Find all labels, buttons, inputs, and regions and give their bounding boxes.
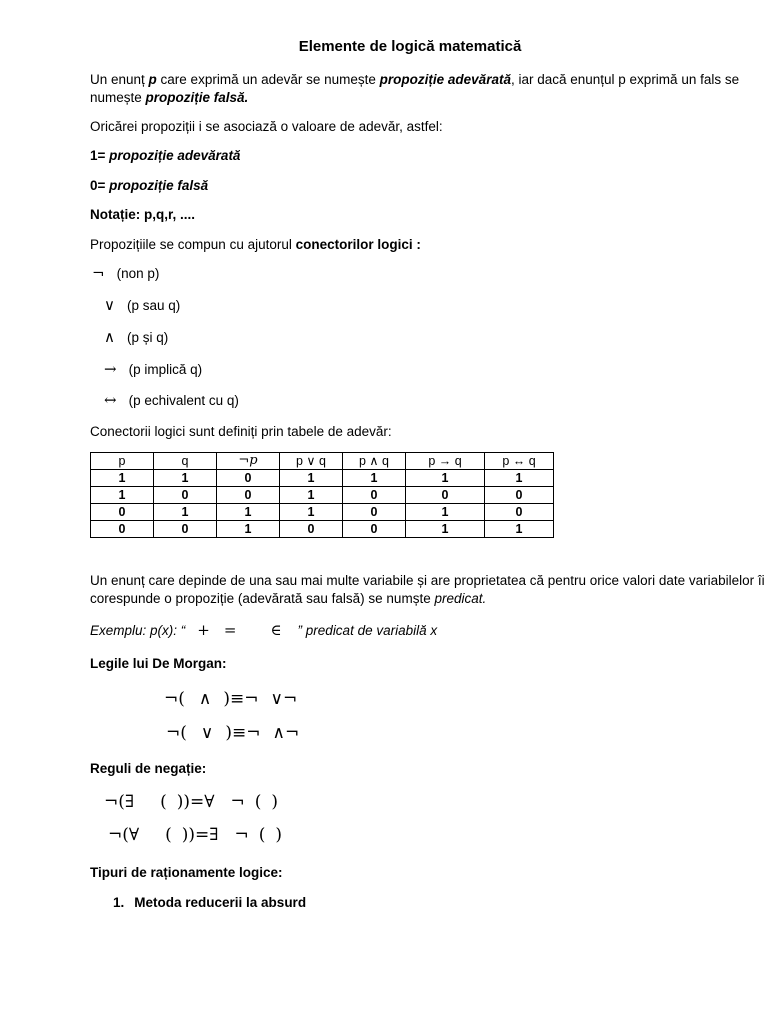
table-cell: 0 (280, 521, 343, 538)
value-label: propoziție adevărată (109, 148, 241, 163)
connectors-intro-text: Propozițiile se compun cu ajutorul (90, 237, 296, 252)
and-symbol: ∧ (104, 328, 115, 346)
table-cell: 0 (154, 521, 217, 538)
formula-part: ( (258, 825, 266, 845)
equiv-symbol: ≡ (229, 689, 245, 709)
formula-part: ) (225, 723, 232, 743)
and-symbol: ∧ (198, 689, 212, 709)
truth-tables-intro: Conectorii logici sunt definiți prin tabele de adevăr: (90, 424, 392, 439)
connector-equiv (104, 391, 239, 410)
formula-part: ¬( (166, 723, 187, 743)
formula-part: ) (271, 792, 279, 812)
not-symbol: ¬ (282, 689, 298, 709)
formula-part: ) (275, 825, 283, 845)
formula-part: ( (165, 825, 172, 845)
intro-p-variable: p (148, 72, 157, 87)
table-cell: 1 (91, 487, 154, 504)
connector-implies (104, 360, 202, 379)
truth-table-header-row (91, 453, 554, 470)
connector-and (104, 328, 168, 347)
table-cell: 0 (485, 504, 554, 521)
notation-line: Notație: p,q,r, .... (90, 207, 196, 222)
or-symbol: ∨ (200, 723, 214, 743)
plus-symbol: + (197, 621, 210, 639)
equals-symbol: = (195, 825, 210, 845)
table-cell: 1 (91, 470, 154, 487)
method-number: 1. (113, 895, 125, 910)
connectors-intro-term: conectorilor logici : (295, 237, 421, 252)
predicate-line-2 (90, 590, 486, 608)
header-cell: p ∨ q (280, 453, 343, 470)
negation-rule-1 (104, 793, 278, 811)
equals-symbol: = (190, 792, 205, 812)
connector-label: (p implică q) (128, 362, 203, 377)
example-text: Exemplu: p(x): “ (90, 623, 186, 638)
truth-table-row (91, 470, 554, 487)
value-number: 0= (90, 178, 110, 193)
table-cell: 1 (406, 521, 485, 538)
table-cell: 1 (406, 504, 485, 521)
formula-part: ¬(∃ (104, 792, 135, 812)
header-cell: p → q (406, 453, 485, 470)
table-cell: 0 (406, 487, 485, 504)
example-text: ” predicat de variabilă x (297, 623, 438, 638)
header-cell: p ↔ q (485, 453, 554, 470)
connector-label: (p și q) (126, 330, 169, 345)
truth-table-row (91, 487, 554, 504)
formula-part: ¬( (164, 689, 185, 709)
page-title: Elemente de logică matematică (298, 38, 522, 55)
method-item (113, 894, 306, 912)
header-cell: p (91, 453, 154, 470)
formula-part: ) (223, 689, 230, 709)
table-cell: 1 (406, 470, 485, 487)
de-morgan-law-1 (164, 690, 297, 708)
table-cell: 1 (217, 504, 280, 521)
header-cell: ¬p (217, 453, 280, 470)
value-true-line (90, 147, 240, 165)
not-symbol: ¬ (92, 264, 105, 282)
predicate-line-1: Un enunț care depinde de una sau mai multe variabile și are proprietatea că pentru orice valori date variabilelor îi (90, 573, 765, 588)
equals-symbol: = (223, 621, 237, 639)
term-false-proposition: propoziție falsă. (145, 90, 249, 105)
formula-part: ( (160, 792, 167, 812)
value-label: propoziție falsă (109, 178, 209, 193)
header-cell: q (154, 453, 217, 470)
predicate-text: corespunde o propoziție (adevărată sau falsă) se numște (90, 591, 435, 606)
connector-label: (p echivalent cu q) (128, 393, 239, 408)
table-cell: 0 (485, 487, 554, 504)
or-symbol: ∨ (270, 689, 283, 709)
formula-part: ¬(∀ (108, 825, 140, 845)
equiv-symbol: ↔ (104, 391, 117, 409)
table-cell: 1 (485, 521, 554, 538)
truth-table (90, 452, 554, 538)
table-cell: 1 (154, 470, 217, 487)
equiv-symbol: ≡ (231, 723, 247, 743)
and-symbol: ∧ (272, 723, 285, 743)
connector-not (92, 264, 159, 283)
formula-part: )) (181, 825, 196, 845)
intro-line-1 (90, 71, 739, 89)
connector-or (104, 296, 180, 315)
method-label: Metoda reducerii la absurd (134, 895, 307, 910)
element-of-symbol: ∈ (270, 621, 282, 639)
not-symbol: ¬ (230, 792, 245, 812)
term-predicate: predicat. (434, 591, 487, 606)
truth-table-row (91, 504, 554, 521)
forall-symbol: ∀ (204, 792, 215, 812)
value-number: 1= (90, 148, 110, 163)
intro-text: care exprimă un adevăr se numește (156, 72, 380, 87)
header-cell: p ∧ q (343, 453, 406, 470)
truth-table-row (91, 521, 554, 538)
table-cell: 1 (485, 470, 554, 487)
not-symbol: ¬ (234, 825, 249, 845)
formula-part: )) (176, 792, 191, 812)
negation-title: Reguli de negație: (90, 761, 207, 776)
or-symbol: ∨ (104, 296, 115, 314)
value-false-line (90, 177, 208, 195)
not-symbol: ¬ (284, 723, 300, 743)
implies-symbol: → (104, 360, 117, 378)
table-cell: 1 (217, 521, 280, 538)
de-morgan-title: Legile lui De Morgan: (90, 656, 227, 671)
formula-part: ( (254, 792, 262, 812)
reasoning-title: Tipuri de raționamente logice: (90, 865, 283, 880)
table-cell: 0 (154, 487, 217, 504)
table-cell: 1 (280, 487, 343, 504)
connector-label: (p sau q) (126, 298, 181, 313)
table-cell: 0 (343, 521, 406, 538)
table-cell: 0 (91, 504, 154, 521)
table-cell: 0 (343, 504, 406, 521)
intro-line-2 (90, 89, 248, 107)
term-true-proposition: propoziție adevărată (379, 72, 511, 87)
intro-text: , iar dacă enunțul p exprimă un fals se (510, 72, 740, 87)
example-line (90, 621, 437, 640)
table-cell: 1 (280, 470, 343, 487)
intro-text: Un enunț (90, 72, 149, 87)
de-morgan-law-2 (166, 724, 299, 742)
assoc-paragraph: Oricărei propoziții i se asociază o valoare de adevăr, astfel: (90, 119, 443, 134)
table-cell: 0 (91, 521, 154, 538)
connector-label: (non p) (116, 266, 160, 281)
table-cell: 1 (154, 504, 217, 521)
table-cell: 0 (217, 487, 280, 504)
connectors-intro (90, 236, 421, 254)
intro-text: numește (90, 90, 146, 105)
not-symbol: ¬ (246, 723, 261, 743)
table-cell: 0 (343, 487, 406, 504)
table-cell: 1 (280, 504, 343, 521)
exists-symbol: ∃ (209, 825, 219, 845)
negation-rule-2 (108, 826, 282, 844)
not-symbol: ¬ (244, 689, 259, 709)
table-cell: 0 (217, 470, 280, 487)
table-cell: 1 (343, 470, 406, 487)
